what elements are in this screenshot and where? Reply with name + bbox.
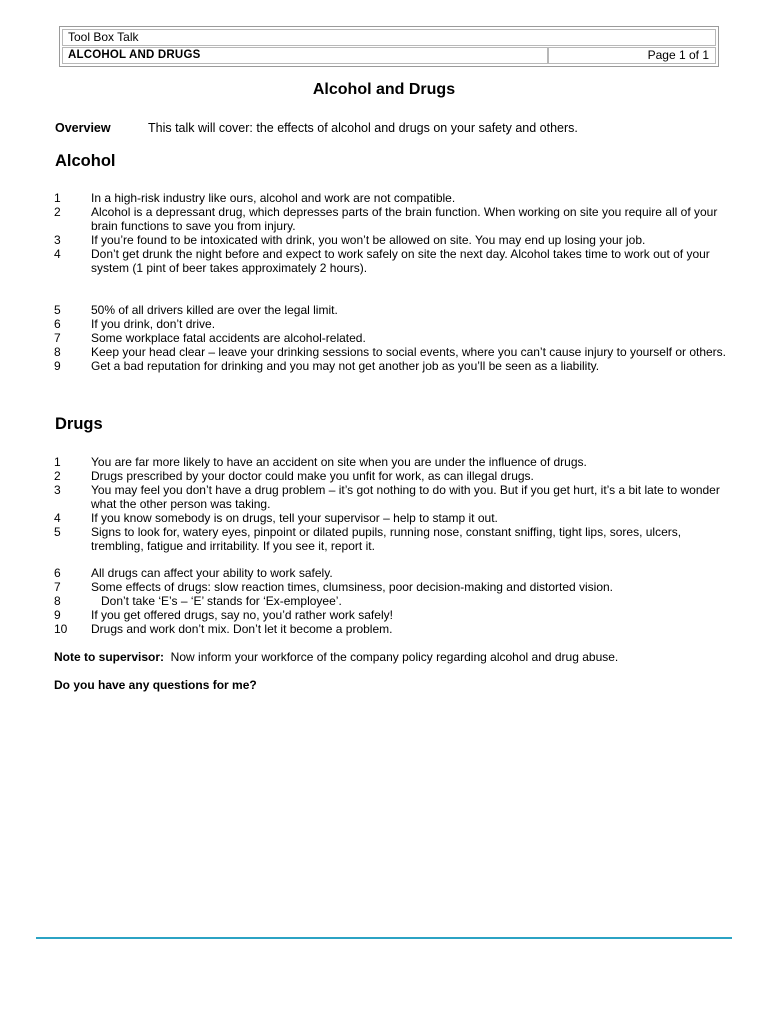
drugs-list (54, 455, 734, 553)
item-text: Some workplace fatal accidents are alcohol-related. (91, 331, 366, 345)
footer-divider (36, 937, 732, 939)
item-number: 9 (54, 608, 61, 622)
item-text: Keep your head clear – leave your drinking sessions to social events, where you can’t cause injury to yourself or others. (91, 345, 727, 359)
item-text: Some effects of drugs: slow reaction times, clumsiness, poor decision-making and distorted vision. (91, 580, 614, 594)
list-item (54, 345, 734, 359)
list-item (54, 233, 734, 247)
list-item (54, 511, 734, 525)
item-number: 8 (54, 594, 61, 608)
list-item (54, 594, 734, 608)
item-number: 7 (54, 331, 61, 345)
list-item (54, 525, 734, 553)
item-text: You are far more likely to have an accident on site when you are under the influence of drugs. (91, 455, 587, 469)
item-number: 4 (54, 247, 61, 261)
list-item (54, 191, 734, 205)
item-number: 10 (54, 622, 68, 636)
item-number: 1 (54, 191, 61, 205)
item-text: Don’t get drunk the night before and expect to work safely on site the next day. Alcohol takes time to work out of your system (1 pint of beer takes approximately 2 hours). (91, 247, 710, 275)
overview-label: Overview (55, 121, 111, 135)
list-item (54, 483, 734, 511)
overview (55, 121, 578, 135)
header-toolbox-talk: Tool Box Talk (62, 29, 716, 46)
item-number: 6 (54, 317, 61, 331)
item-text: Drugs prescribed by your doctor could make you unfit for work, as can illegal drugs. (91, 469, 534, 483)
item-text: If you’re found to be intoxicated with drink, you won’t be allowed on site. You may end up losing your job. (91, 233, 646, 247)
list-item (54, 205, 734, 233)
item-text: 50% of all drivers killed are over the legal limit. (91, 303, 338, 317)
list-item (54, 317, 734, 331)
item-text: In a high-risk industry like ours, alcohol and work are not compatible. (91, 191, 456, 205)
alcohol-heading: Alcohol (55, 152, 116, 170)
item-text: Don’t take ‘E’s – ‘E’ stands for ‘Ex-employee’. (91, 594, 342, 608)
list-item (54, 455, 734, 469)
item-number: 2 (54, 205, 61, 219)
item-text: Signs to look for, watery eyes, pinpoint or dilated pupils, running nose, constant sniffing, tight lips, sores, ulcers, trembling, fatigue and irritability. If you see it, report it. (91, 525, 682, 553)
alcohol-list (54, 191, 734, 275)
item-text: If you get offered drugs, say no, you’d rather work safely! (91, 608, 393, 622)
list-item (54, 566, 734, 580)
item-number: 9 (54, 359, 61, 373)
item-text: Drugs and work don’t mix. Don’t let it become a problem. (91, 622, 393, 636)
item-number: 6 (54, 566, 61, 580)
item-text: Alcohol is a depressant drug, which depresses parts of the brain function. When working on site you require all of your brain functions to save you from injury. (91, 205, 718, 233)
note-text: Now inform your workforce of the company policy regarding alcohol and drug abuse. (164, 650, 619, 664)
list-item (54, 303, 734, 317)
page-number: Page 1 of 1 (548, 47, 716, 64)
item-number: 4 (54, 511, 61, 525)
item-number: 5 (54, 525, 61, 539)
list-item (54, 247, 734, 275)
supervisor-note (54, 650, 618, 664)
item-text: If you know somebody is on drugs, tell your supervisor – help to stamp it out. (91, 511, 498, 525)
list-item (54, 469, 734, 483)
drugs-heading: Drugs (55, 415, 103, 433)
header-topic: ALCOHOL AND DRUGS (62, 47, 548, 64)
document-header (59, 26, 719, 67)
note-label: Note to supervisor: (54, 650, 165, 664)
list-item (54, 331, 734, 345)
list-item (54, 359, 734, 373)
alcohol-list-continued (54, 303, 734, 373)
item-text: You may feel you don’t have a drug problem – it’s got nothing to do with you. But if you get hurt, it’s a bit late to wonder what the other person was taking. (91, 483, 720, 511)
list-item (54, 608, 734, 622)
item-text: If you drink, don’t drive. (91, 317, 216, 331)
item-number: 2 (54, 469, 61, 483)
drugs-list-continued (54, 566, 734, 636)
item-number: 7 (54, 580, 61, 594)
document-title: Alcohol and Drugs (312, 81, 456, 98)
item-number: 8 (54, 345, 61, 359)
list-item (54, 622, 734, 636)
item-text: All drugs can affect your ability to work safely. (91, 566, 333, 580)
closing-question: Do you have any questions for me? (54, 678, 257, 692)
item-number: 1 (54, 455, 61, 469)
header-row-2 (62, 47, 716, 64)
item-number: 3 (54, 233, 61, 247)
overview-text: This talk will cover: the effects of alcohol and drugs on your safety and others. (148, 121, 578, 135)
item-number: 3 (54, 483, 61, 497)
item-number: 5 (54, 303, 61, 317)
item-text: Get a bad reputation for drinking and you may not get another job as you’ll be seen as a liability. (91, 359, 600, 373)
list-item (54, 580, 734, 594)
